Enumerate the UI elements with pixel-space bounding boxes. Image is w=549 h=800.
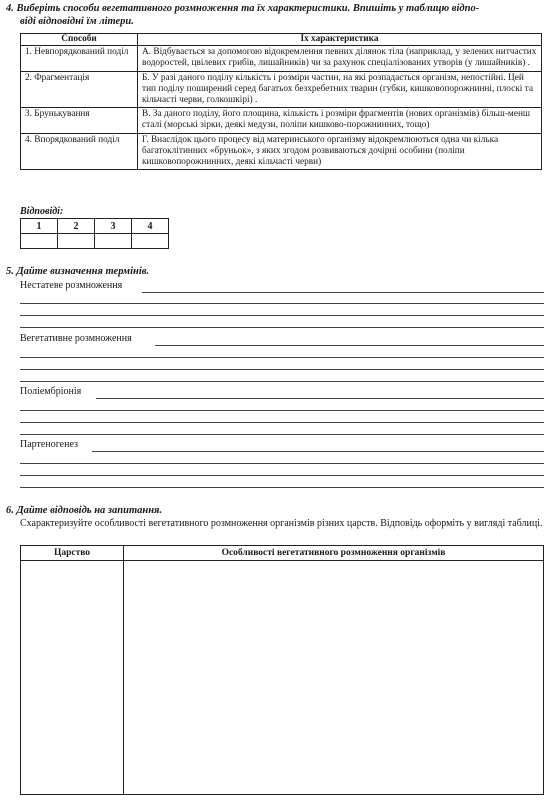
method-cell: 2. Фрагментація bbox=[21, 71, 138, 108]
features-input-cell[interactable] bbox=[124, 561, 544, 795]
method-cell: 4. Впорядкований поділ bbox=[21, 133, 138, 170]
table-row bbox=[21, 46, 542, 71]
answers-numbers-row bbox=[21, 219, 169, 234]
answer-input-cell[interactable] bbox=[21, 234, 58, 249]
task5-heading bbox=[6, 266, 149, 278]
methods-table bbox=[20, 33, 542, 170]
term-asexual-reproduction: Нестатеве розмноження bbox=[20, 280, 123, 291]
description-cell: Б. У разі даного поділу кількість і розміри частин, на які розпадається організм, непостійні. Цей тип поділу поширений серед багатьох безхребетних тварин (губки, кишковопорожнинні, плоскі та кільчасті черви, голкошкірі) . bbox=[138, 71, 542, 108]
task4-number: 4. bbox=[6, 3, 14, 14]
table-row bbox=[21, 108, 542, 133]
answer-line[interactable] bbox=[20, 422, 544, 423]
table-row[interactable] bbox=[21, 561, 544, 795]
header-characteristics: Їх характеристика bbox=[138, 34, 542, 46]
task4-instruction-line1: Виберіть способи вегетативного розмноження та їх характеристики. Впишіть у таблицю відпо- bbox=[16, 3, 480, 14]
header-features: Особливості вегетативного розмноження організмів bbox=[124, 546, 544, 561]
task4-instruction-line2: віді відповідні їм літери. bbox=[20, 16, 134, 27]
answers-input-row[interactable] bbox=[21, 234, 169, 249]
task6-heading bbox=[6, 505, 162, 517]
answer-line[interactable] bbox=[20, 487, 544, 488]
answer-line[interactable] bbox=[142, 292, 544, 293]
answer-line[interactable] bbox=[20, 357, 544, 358]
header-methods: Способи bbox=[21, 34, 138, 46]
task4-heading bbox=[6, 3, 544, 15]
answer-line[interactable] bbox=[20, 381, 544, 382]
task5-instruction: Дайте визначення термінів. bbox=[16, 266, 150, 277]
answer-input-cell[interactable] bbox=[95, 234, 132, 249]
description-cell: Г. Внаслідок цього процесу від материнського організму відокремлюються одна чи кілька багатоклітинних «бруньок», з яких згодом розвиваються дочірні особини (поліпи кишковопорожнинних, деякі кільчасті черви) bbox=[138, 133, 542, 170]
term-polyembryony: Поліембріонія bbox=[20, 386, 82, 397]
kingdom-input-cell[interactable] bbox=[21, 561, 124, 795]
answer-line[interactable] bbox=[20, 463, 544, 464]
kingdoms-table-header bbox=[21, 546, 544, 561]
task6-instruction: Дайте відповідь на запитання. bbox=[16, 505, 163, 516]
task6-question: Схарактеризуйте особливості вегетативного розмноження організмів різних царств. Відповідь оформіть у вигляді таблиці. bbox=[20, 518, 543, 529]
answer-line[interactable] bbox=[20, 369, 544, 370]
task4-heading-cont bbox=[20, 16, 134, 28]
answer-line[interactable] bbox=[20, 327, 544, 328]
answer-input-cell[interactable] bbox=[58, 234, 95, 249]
answer-number: 4 bbox=[132, 219, 169, 234]
answer-line[interactable] bbox=[155, 345, 544, 346]
answer-line[interactable] bbox=[20, 434, 544, 435]
description-cell: А. Відбувається за допомогою відокремлення певних ділянок тіла (наприклад, у зелених нитчастих водоростей, цвілевих грибів, лишайників) чи за рахунок спеціалізованих утворів (у лишайників) . bbox=[138, 46, 542, 71]
answers-table bbox=[20, 218, 169, 249]
description-cell: В. За даного поділу, його площина, кількість і розміри фрагментів (нових організмів) більш-менш сталі (морські зірки, деякі медузи, поліпи кишково-порожнинних, тощо) bbox=[138, 108, 542, 133]
table-row bbox=[21, 133, 542, 170]
term-parthenogenesis: Партеногенез bbox=[20, 439, 78, 450]
methods-table-header bbox=[21, 34, 542, 46]
answer-line[interactable] bbox=[92, 451, 544, 452]
method-cell: 1. Невпорядкований поділ bbox=[21, 46, 138, 71]
method-cell: 3. Брунькування bbox=[21, 108, 138, 133]
answer-line[interactable] bbox=[20, 303, 544, 304]
answer-line[interactable] bbox=[20, 410, 544, 411]
answers-label: Відповіді: bbox=[20, 206, 64, 217]
term-vegetative-reproduction: Вегетативне розмноження bbox=[20, 333, 132, 344]
task6-number: 6. bbox=[6, 505, 14, 516]
answer-number: 3 bbox=[95, 219, 132, 234]
answer-line[interactable] bbox=[20, 475, 544, 476]
table-row bbox=[21, 71, 542, 108]
answer-line[interactable] bbox=[96, 398, 544, 399]
answer-line[interactable] bbox=[20, 315, 544, 316]
task5-number: 5. bbox=[6, 266, 14, 277]
answer-number: 2 bbox=[58, 219, 95, 234]
header-kingdom: Царство bbox=[21, 546, 124, 561]
answer-number: 1 bbox=[21, 219, 58, 234]
answer-input-cell[interactable] bbox=[132, 234, 169, 249]
kingdoms-table bbox=[20, 545, 544, 795]
